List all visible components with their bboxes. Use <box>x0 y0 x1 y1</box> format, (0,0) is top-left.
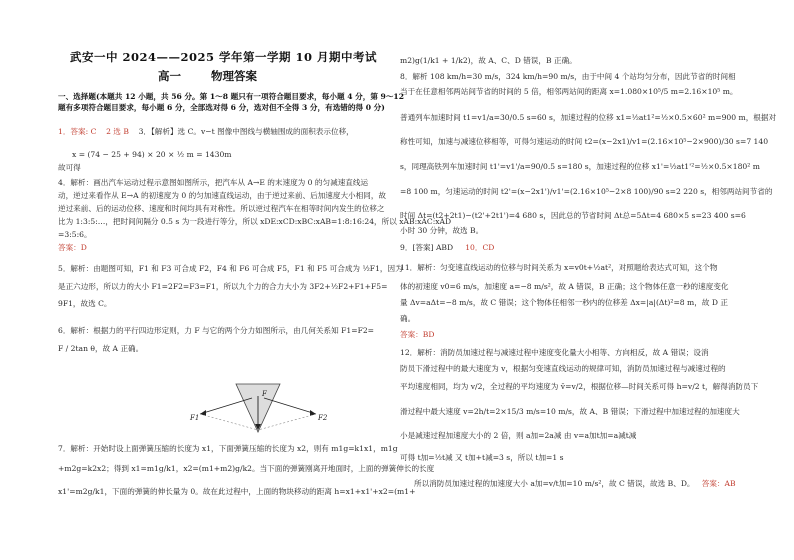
q4-line1: 4．解析：画出汽车运动过程示意图如图所示，把汽车从 A→E 的末速度为 0 的匀减速直线运 <box>58 178 369 187</box>
q9-answer: 9．[答案] ABD <box>400 243 454 252</box>
q12-line7 <box>414 479 737 489</box>
parallelogram-right <box>258 414 316 430</box>
q8-line8: 小时 30 分钟，故选 B。 <box>400 226 484 235</box>
q12-line5: 小是减速过程加速度大小的 2 倍，则 a加=2a减 由 v=a加t加=a减t减 <box>400 431 637 440</box>
q3-text: 3．【解析】选 C。v−t 图像中图线与横轴围成的面积表示位移， <box>138 127 354 136</box>
q8-line6: =8 100 m，匀速运动的时间 t2'=(x−2x1')/v1'=(2.16×10⁵−2×8 100)/90 s=2 220 s，相邻两站间节省的 <box>400 187 773 196</box>
q11-line2: 体的初速度 v0=6 m/s，加速度 a=−8 m/s²，故 A 错误，B 正确；这个物体任意一秒的速度变化 <box>400 282 729 291</box>
q8-line5: s，同理高铁列车加速时间 t1'=v1'/a=90/0.5 s=180 s，加速过程的位移 x1'=½at1'²=½×0.5×180² m <box>400 162 760 171</box>
subject-label: 物理答案 <box>211 69 257 83</box>
q7-line1: 7．解析：开始时设上面弹簧压缩的长度为 x1，下面弹簧压缩的长度为 x2，则有 m1g=k1x1，m1g <box>58 444 398 453</box>
q8-line3: 普通列车加速时间 t1=v1/a=30/0.5 s=60 s，加速过程的位移 x1=½at1²=½×0.5×60² m=900 m，根据对 <box>400 113 777 122</box>
exam-subtitle <box>158 71 287 81</box>
q7-continuation: m2)g(1/k1 + 1/k2)，故 A、C、D 错误，B 正确。 <box>400 56 577 65</box>
q8-line4: 称性可知，加速与减速位移相等，可得匀速运动的时间 t2=(x−2x1)/v1=(2.16×10⁵−2×900)/30 s=7 140 <box>400 137 769 146</box>
section1-instructions-line2: 题有多项符合题目要求，每小题 6 分，全部选对得 6 分，选对但不全得 3 分，有选错的得 0 分) <box>58 103 385 112</box>
exam-title: 武安一中 2024——2025 学年第一学期 10 月期中考试 <box>70 50 378 64</box>
q12-line4: 滑过程中最大速度 v=2h/t=2×15/3 m/s=10 m/s，故 A、B 错误；下滑过程中加速过程的加速度大 <box>400 407 740 416</box>
q11-answer: 答案：BD <box>400 330 435 339</box>
q5-line2: 是正六边形，所以力的大小 F1=2F2=F3=F1，所以九个力的合力大小为 3F2+½F2+F1+F5= <box>58 282 388 291</box>
q12-line2: 防员下滑过程中的最大速度为 v，根据匀变速直线运动的规律可知，消防员加速过程与减速过程的 <box>400 364 726 373</box>
q2-answer: 2 选 B <box>106 127 129 136</box>
q11-line1: 11．解析：匀变速直线运动的位移与时间关系为 x=v0t+½at²，对照题给表达式可知，这个物 <box>400 263 718 272</box>
q1-3-line <box>58 127 394 137</box>
fig-label-f2: F2 <box>318 414 328 422</box>
q11-line3: 量 Δv=aΔt=−8 m/s，故 C 错误；这个物体任相邻一秒内的位移差 Δx=|a|(Δt)²=8 m，故 D 正 <box>400 298 728 307</box>
force-f2-arrow <box>264 398 316 414</box>
q5-line3: 9F1，故选 C。 <box>58 299 112 308</box>
q11-line4: 确。 <box>400 314 416 323</box>
fig-label-f1: F1 <box>190 414 200 422</box>
q4-answer: 答案：D <box>58 243 87 252</box>
section1-instructions-line1: 一、选择题(本题共 12 小题，共 56 分。第 1～8 题只有一项符合题目要求，每小题 4 分，第 9～12 <box>58 92 405 101</box>
q8-line1: 8．解析 108 km/h=30 m/s，324 km/h=90 m/s，由于中间 4 个站均匀分布，因此节省的时间相 <box>400 72 736 81</box>
q7-line3: x1'=m2g/k1，下面的弹簧的伸长量为 0。故在此过程中，上面的物块移动的距离 h=x1+x1'+x2=(m1+ <box>58 487 416 496</box>
force-f1-arrow <box>200 398 252 414</box>
q10-answer: 10．CD <box>465 243 495 252</box>
q12-line7-text: 所以消防员加速过程的加速度大小 a加=v/t加=10 m/s²，故 C 错误，故选 B、D。 <box>414 479 695 488</box>
q5-line1: 5．解析：由题图可知，F1 和 F3 可合成 F2，F4 和 F6 可合成 F5，F1 和 F5 可合成为 ½F1，因为 <box>58 264 403 273</box>
q3-conclusion: 故可得 <box>58 163 81 172</box>
q8-line2: 当于在任意相邻两站间节省的时间的 5 倍，相邻两站间的距离 x=1.080×10⁵/5 m=2.16×10⁵ m。 <box>400 87 738 96</box>
q8-line7: 时间 Δt=(t2+2t1)−(t2'+2t1')=4 680 s，因此总的节省时间 Δt总=5Δt=4 680×5 s=23 400 s=6 <box>400 211 746 220</box>
q1-answer: 1．答案: C <box>58 127 97 136</box>
q4-line5: =3:5:6。 <box>58 230 92 239</box>
fig-label-f: F <box>262 390 267 398</box>
q12-answer: 答案：AB <box>701 479 736 488</box>
q3-formula: x = (74 − 25 + 94) × 20 × ½ m = 1430m <box>72 150 232 159</box>
q4-line2: 动，逆过来看作从 E→A 的初速度为 0 的匀加速直线运动，由于逆过来前、后加速度大小相同，故 <box>58 191 387 200</box>
q4-line3: 逆过来前、后的运动位移、速度和时间均具有对称性。所以逆过程汽车在相等时间内发生的位移之 <box>58 204 385 213</box>
q12-line1: 12．解析：消防员加速过程与减速过程中速度变化量大小相等、方向相反，故 A 错误；设消 <box>400 348 709 357</box>
q12-line3: 平均速度相同，均为 v/2，全过程的平均速度为 v̄=v/2，根据位移—时间关系可得 h=v/2 t，解得消防员下 <box>400 382 759 391</box>
q4-line4: 比为 1:3:5:…，把时间间隔分 0.5 s 为一段进行等分，所以 xDE:xCD:xBC:xAB=1:8:16:24，所以 xAB:xAC:xAD <box>58 217 452 226</box>
q6-line1: 6．解析：根据力的平行四边形定则，力 F 与它的两个分力如图所示，由几何关系知 F1=F2= <box>58 326 375 335</box>
parallelogram-left <box>200 414 258 430</box>
q7-line2: +m2g=k2x2；得到 x1=m1g/k1，x2=(m1+m2)g/k2。当下面的弹簧刚离开地面时，上面的弹簧伸长的长度 <box>58 464 435 473</box>
force-diagram <box>178 376 338 436</box>
q6-line2: F / 2tan θ，故 A 正确。 <box>58 344 144 353</box>
grade-label: 高一 <box>158 69 181 83</box>
q9-10-line <box>400 243 737 253</box>
q12-line6: 可得 t加=½t减 又 t加+t减=3 s，所以 t加=1 s <box>400 453 564 462</box>
